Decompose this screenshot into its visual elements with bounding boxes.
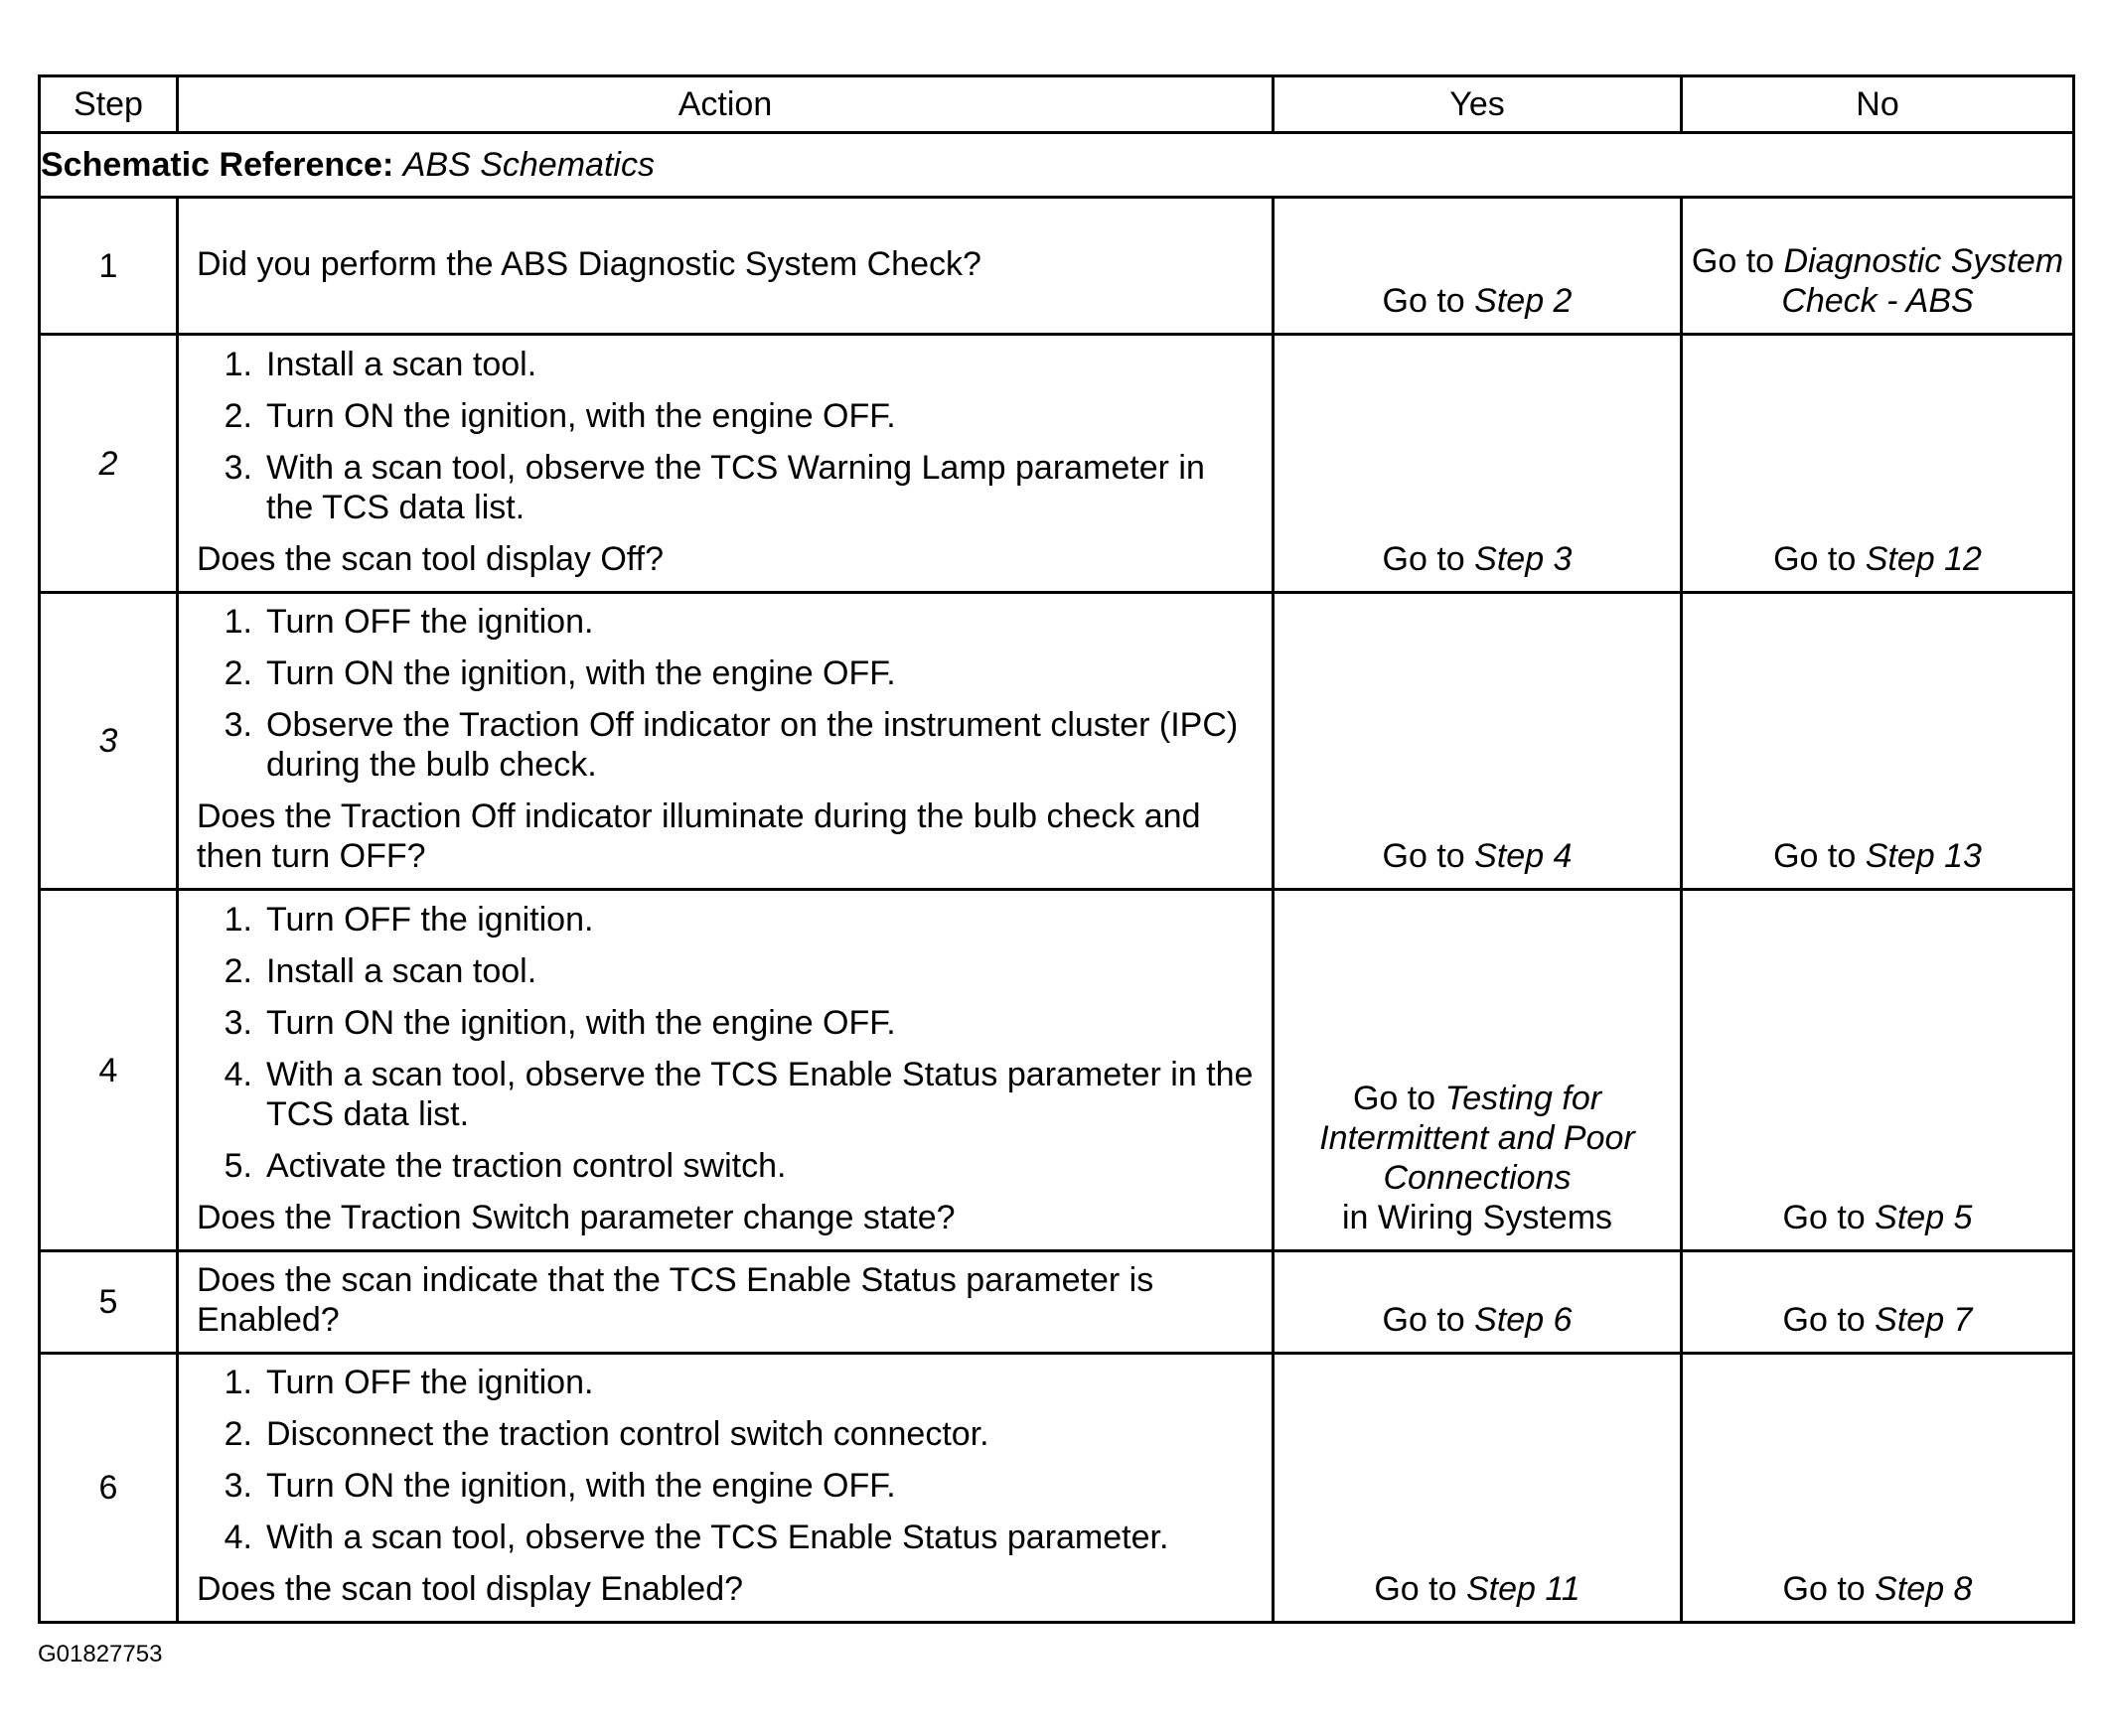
header-no: No — [1682, 76, 2074, 133]
instruction-item — [197, 345, 1256, 384]
schematic-reference-link[interactable]: ABS Schematics — [402, 146, 655, 184]
instruction-text: Turn ON the ignition, with the engine OFF. — [266, 396, 896, 435]
step-question: Did you perform the ABS Diagnostic System Check? — [197, 244, 981, 283]
instruction-number: 1. — [224, 603, 252, 641]
instruction-number: 4. — [224, 1055, 252, 1093]
yes-prefix: Go to — [1382, 837, 1465, 875]
instruction-number: 3. — [224, 1003, 252, 1042]
instruction-text: With a scan tool, observe the TCS Enable Status parameter. — [266, 1519, 1169, 1556]
no-target-link[interactable]: Step 8 — [1875, 1570, 1973, 1608]
yes-cell — [1274, 198, 1682, 335]
no-cell — [1682, 593, 2074, 890]
yes-target-link[interactable]: Step 2 — [1474, 282, 1573, 320]
instruction-number: 1. — [224, 345, 252, 383]
yes-target-link[interactable]: Step 3 — [1474, 540, 1573, 578]
no-target-link[interactable]: Step 13 — [1865, 837, 1982, 875]
yes-prefix: Go to — [1382, 1301, 1465, 1339]
no-cell — [1682, 890, 2074, 1251]
schematic-reference-row — [40, 133, 2074, 198]
step-row — [40, 593, 2074, 890]
diagnostic-table — [38, 74, 2075, 1624]
instruction-text: With a scan tool, observe the TCS Warning Lamp parameter in the TCS data list. — [266, 448, 1205, 526]
action-cell — [178, 1354, 1274, 1623]
no-cell — [1682, 198, 2074, 335]
instruction-text: Install a scan tool. — [266, 951, 537, 990]
step-question: Does the Traction Switch parameter change state? — [197, 1198, 956, 1236]
no-cell — [1682, 335, 2074, 593]
yes-target-link[interactable]: Step 4 — [1474, 837, 1573, 875]
instruction-item — [197, 1414, 1256, 1454]
no-cell — [1682, 1251, 2074, 1354]
instruction-number: 2. — [224, 1415, 252, 1453]
instruction-list — [197, 900, 1256, 1186]
instruction-item — [197, 448, 1256, 527]
instruction-list — [197, 602, 1256, 785]
step-row — [40, 1354, 2074, 1623]
action-cell — [178, 198, 1274, 335]
instruction-text: Activate the traction control switch. — [266, 1146, 787, 1185]
instruction-number: 1. — [224, 1364, 252, 1401]
instruction-item — [197, 1466, 1256, 1506]
instruction-item — [197, 951, 1256, 991]
header-yes: Yes — [1274, 76, 1682, 133]
yes-cell — [1274, 1354, 1682, 1623]
instruction-text: Turn ON the ignition, with the engine OFF. — [266, 1467, 896, 1505]
yes-cell — [1274, 593, 1682, 890]
step-row — [40, 335, 2074, 593]
no-target-link[interactable]: Step 7 — [1875, 1301, 1973, 1339]
step-number: 5 — [40, 1251, 178, 1354]
instruction-item — [197, 900, 1256, 940]
header-action: Action — [178, 76, 1274, 133]
figure-code: G01827753 — [38, 1641, 163, 1667]
instruction-number: 4. — [224, 1519, 252, 1556]
step-question: Does the Traction Off indicator illuminate during the bulb check and then turn OFF? — [197, 797, 1201, 875]
step-row — [40, 1251, 2074, 1354]
no-target-link[interactable]: Diagnostic System Check - ABS — [1781, 242, 2064, 320]
instruction-number: 3. — [224, 706, 252, 744]
yes-cell — [1274, 1251, 1682, 1354]
action-cell — [178, 890, 1274, 1251]
yes-target-link[interactable]: Testing for Intermittent and Poor Connections — [1319, 1080, 1635, 1197]
yes-target-link[interactable]: Step 11 — [1465, 1570, 1580, 1608]
header-step: Step — [40, 76, 178, 133]
no-prefix: Go to — [1773, 837, 1857, 875]
instruction-number: 2. — [224, 654, 252, 692]
instruction-number: 3. — [224, 1467, 252, 1505]
instruction-number: 3. — [224, 448, 252, 487]
yes-target-link[interactable]: Step 6 — [1474, 1301, 1573, 1339]
instruction-number: 5. — [224, 1146, 252, 1185]
instruction-text: Turn OFF the ignition. — [266, 900, 594, 939]
instruction-item — [197, 1003, 1256, 1043]
instruction-number: 2. — [224, 396, 252, 435]
yes-prefix: Go to — [1374, 1570, 1457, 1608]
step-question: Does the scan indicate that the TCS Enable Status parameter is Enabled? — [197, 1261, 1154, 1339]
header-row — [40, 76, 2074, 133]
instruction-number: 1. — [224, 900, 252, 939]
instruction-item — [197, 1146, 1256, 1186]
instruction-text: Turn ON the ignition, with the engine OFF. — [266, 654, 896, 692]
step-number: 4 — [40, 890, 178, 1251]
action-cell — [178, 335, 1274, 593]
step-number: 6 — [40, 1354, 178, 1623]
instruction-text: Install a scan tool. — [266, 345, 537, 383]
no-target-link[interactable]: Step 5 — [1875, 1199, 1973, 1236]
yes-prefix: Go to — [1352, 1080, 1436, 1117]
step-question: Does the scan tool display Enabled? — [197, 1570, 744, 1608]
no-prefix: Go to — [1782, 1301, 1866, 1339]
instruction-item — [197, 653, 1256, 693]
instruction-item — [197, 602, 1256, 642]
yes-prefix: Go to — [1382, 540, 1465, 578]
instruction-text: Turn OFF the ignition. — [266, 1364, 594, 1401]
step-number: 3 — [40, 593, 178, 890]
instruction-text: Disconnect the traction control switch connector. — [266, 1415, 989, 1453]
step-question: Does the scan tool display Off? — [197, 539, 664, 578]
step-row — [40, 890, 2074, 1251]
yes-cell — [1274, 335, 1682, 593]
instruction-item — [197, 1055, 1256, 1134]
instruction-text: Turn OFF the ignition. — [266, 603, 594, 641]
instruction-item — [197, 705, 1256, 785]
yes-suffix: in Wiring Systems — [1341, 1199, 1613, 1236]
instruction-text: With a scan tool, observe the TCS Enable Status parameter in the TCS data list. — [266, 1055, 1254, 1133]
no-prefix: Go to — [1782, 1570, 1866, 1608]
schematic-reference — [40, 133, 2074, 198]
instruction-list — [197, 1363, 1256, 1557]
yes-cell — [1274, 890, 1682, 1251]
instruction-item — [197, 1363, 1256, 1402]
instruction-text: Turn ON the ignition, with the engine OFF. — [266, 1003, 896, 1042]
step-number: 2 — [40, 335, 178, 593]
instruction-item — [197, 1518, 1256, 1557]
step-number: 1 — [40, 198, 178, 335]
instruction-item — [197, 396, 1256, 436]
no-cell — [1682, 1354, 2074, 1623]
instruction-text: Observe the Traction Off indicator on the instrument cluster (IPC) during the bulb check. — [266, 706, 1239, 784]
step-row — [40, 198, 2074, 335]
schematic-reference-label: Schematic Reference: — [41, 146, 394, 184]
action-cell — [178, 593, 1274, 890]
no-target-link[interactable]: Step 12 — [1865, 540, 1982, 578]
no-prefix: Go to — [1773, 540, 1857, 578]
instruction-number: 2. — [224, 951, 252, 990]
no-prefix: Go to — [1691, 242, 1775, 280]
yes-prefix: Go to — [1382, 282, 1465, 320]
instruction-list — [197, 345, 1256, 527]
action-cell — [178, 1251, 1274, 1354]
no-prefix: Go to — [1782, 1199, 1866, 1236]
